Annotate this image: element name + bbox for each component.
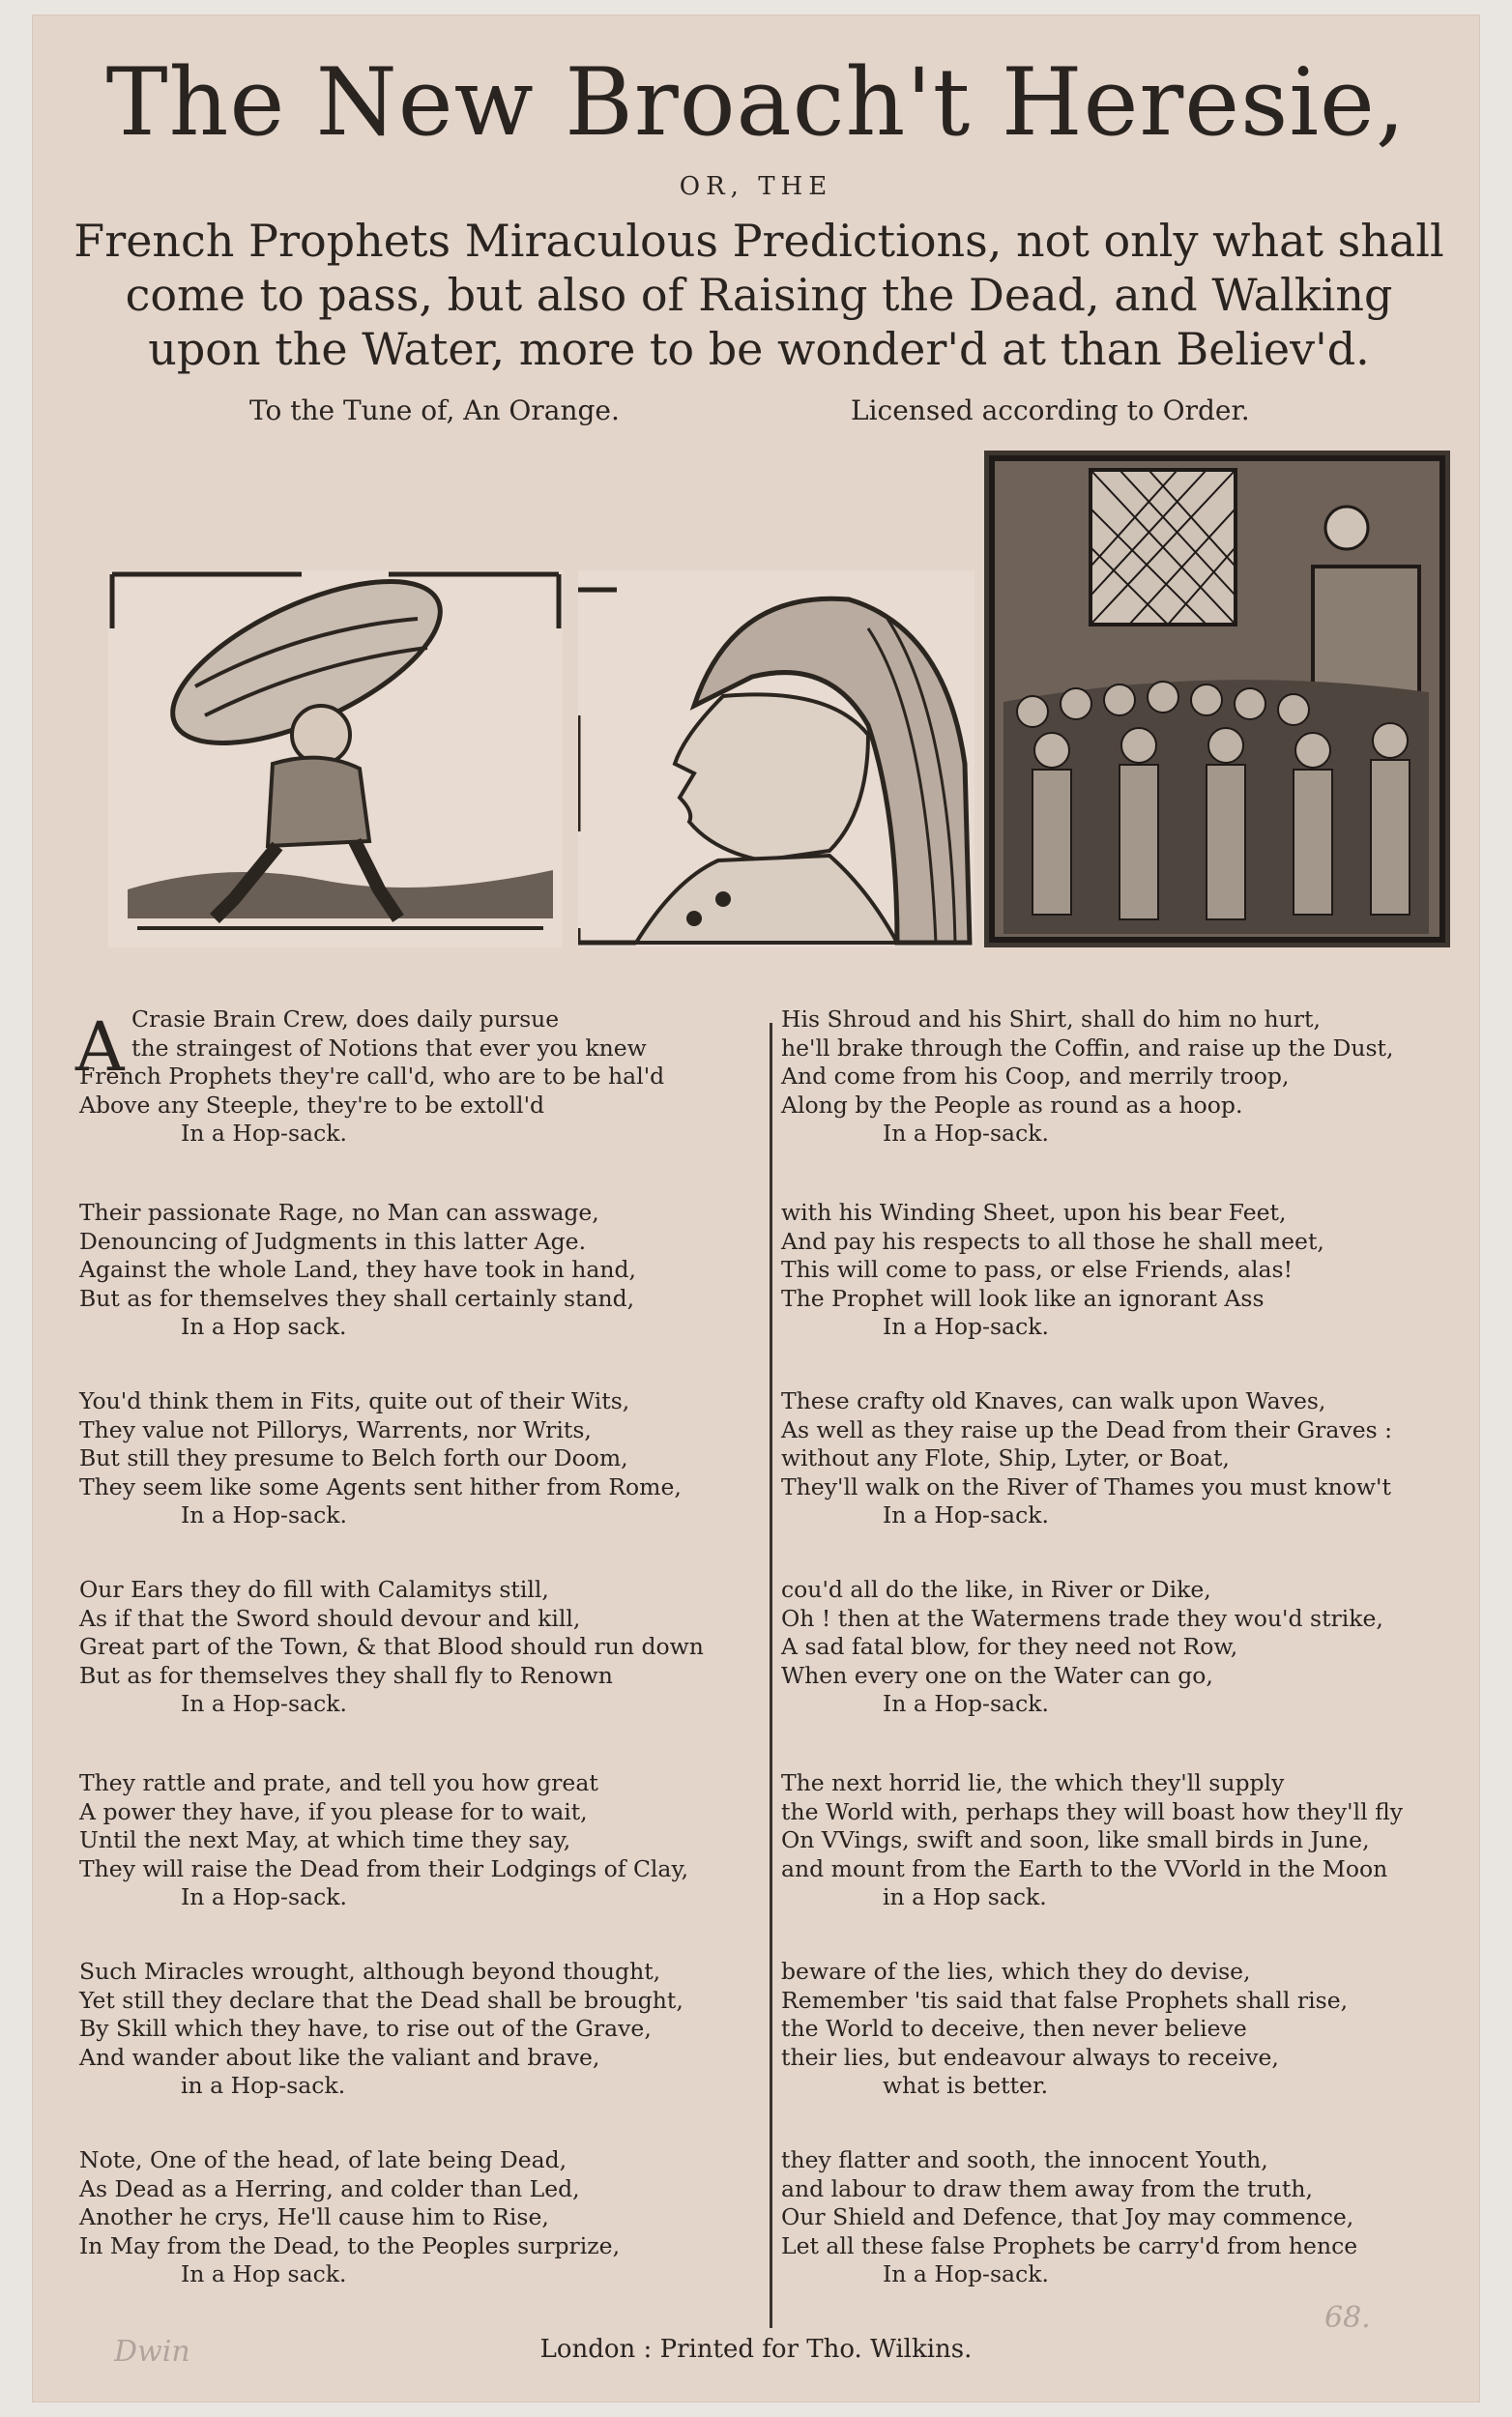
woodcut-congregation xyxy=(984,451,1450,947)
stanza-left-2: Their passionate Rage, no Man can asswage, Denouncing of Judgments in this latter Age. Against the whole Land, they have took in hand, But as for themselves they shall certainly stand, In a Hop sack. xyxy=(79,1199,637,1340)
woodcut-sack-carrier xyxy=(108,570,563,947)
ballad-title: The New Broach't Heresie, xyxy=(105,48,1407,157)
license-line: Licensed according to Order. xyxy=(851,394,1250,426)
imprint-line: London : Printed for Tho. Wilkins. xyxy=(539,2335,973,2364)
tune-line: To the Tune of, An Orange. xyxy=(249,394,620,426)
subtitle-line-1: French Prophets Miraculous Predictions, not only what shall xyxy=(73,215,1444,267)
stanza-left-6: Such Miracles wrought, although beyond thought, Yet still they declare that the Dead shall be brought, By Skill which they have, to rise out of the Grave, And wander about like the valiant and brave, in a Hop-sack. xyxy=(79,1958,683,2099)
stanza-right-6: beware of the lies, which they do devise, Remember 'tis said that false Prophets shall rise, the World to deceive, then never believe their lies, but endeavour always to receive, what is better. xyxy=(781,1958,1349,2099)
or-line: OR, THE xyxy=(679,172,833,201)
subtitle-line-2: come to pass, but also of Raising the Dead, and Walking xyxy=(125,269,1393,321)
stanza-right-3: These crafty old Knaves, can walk upon Waves, As well as they raise up the Dead from their Graves : without any Flote, Ship, Lyter, or Boat, They'll walk on the River of Thames you must know't In a Hop-sack. xyxy=(781,1387,1393,1529)
stanza-left-4: Our Ears they do fill with Calamitys still, As if that the Sword should devour and kill, Great part of the Town, & that Blood should run down But as for themselves they shall fly to Renown In a Hop-sack. xyxy=(79,1576,704,1717)
stanza-right-7: they flatter and sooth, the innocent Youth, and labour to draw them away from the truth, Our Shield and Defence, that Joy may commence, Let all these false Prophets be carry'd from hence In a Hop-sack. xyxy=(781,2146,1358,2287)
drop-cap-a: A xyxy=(75,1007,125,1087)
column-divider xyxy=(770,1023,772,2328)
stanza-right-4: cou'd all do the like, in River or Dike, Oh ! then at the Watermens trade they wou'd strike, A sad fatal blow, for they need not Row, When every one on the Water can go, In a Hop-sack. xyxy=(781,1576,1383,1717)
pencil-note-left: Dwin xyxy=(114,2335,190,2369)
stanza-right-2: with his Winding Sheet, upon his bear Feet, And pay his respects to all those he shall meet, This will come to pass, or else Friends, alas! The Prophet will look like an ignorant Ass In a Hop-sack. xyxy=(781,1199,1324,1340)
subtitle-line-3: upon the Water, more to be wonder'd at than Believ'd. xyxy=(148,323,1370,375)
stanza-right-5: The next horrid lie, the which they'll supply the World with, perhaps they will boast how they'll fly On VVings, swift and soon, like small birds in June, and mount from the Earth to the VVorld in the Moon in a Hop sack. xyxy=(781,1769,1404,1910)
stanza-left-5: They rattle and prate, and tell you how great A power they have, if you please for to wait, Until the next May, at which time they say, They will raise the Dead from their Lodgings of Clay, In a Hop-sack. xyxy=(79,1769,689,1910)
stanza-left-1: Crasie Brain Crew, does daily pursue the straingest of Notions that ever you knew French Prophets they're call'd, who are to be hal'd Above any Steeple, they're to be extoll'd In a Hop-sack. xyxy=(79,1005,665,1147)
woodcut-profile-head xyxy=(578,570,974,947)
pencil-note-right: 68. xyxy=(1324,2301,1371,2335)
stanza-right-1: His Shroud and his Shirt, shall do him no hurt, he'll brake through the Coffin, and raise up the Dust, And come from his Coop, and merrily troop, Along by the People as round as a hoop. In a Hop-sack. xyxy=(781,1005,1394,1147)
stanza-left-7: Note, One of the head, of late being Dead, As Dead as a Herring, and colder than Led, Another he crys, He'll cause him to Rise, In May from the Dead, to the Peoples surprize, In a Hop sack. xyxy=(79,2146,621,2287)
stanza-left-3: You'd think them in Fits, quite out of their Wits, They value not Pillorys, Warrents, nor Writs, But still they presume to Belch forth our Doom, They seem like some Agents sent hither from Rome, In a Hop-sack. xyxy=(79,1387,682,1529)
